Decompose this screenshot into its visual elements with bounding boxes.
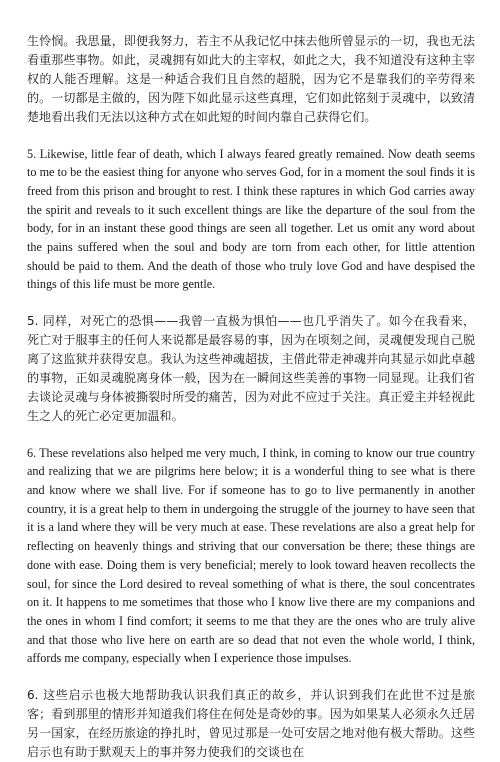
chinese-paragraph-intro: 生怜悯。我思量，即便我努力，若主不从我记忆中抹去他所曾显示的一切，我也无法看重那些事物。如此，灵魂拥有如此大的主宰权，如此之大，我不知道没有这种主宰权的人能否理解。这是一种适合我们且自然的超脱，因为它不是靠我们的辛劳得来的。一切都是主做的，因为陛下如此显示这些真理，它们如此铭刻于灵魂中，以致清楚地看出我们无法以这种方式在如此短的时间内靠自己获得它们。 bbox=[27, 34, 475, 124]
english-paragraph-5: 5. Likewise, little fear of death, which I always feared greatly remained. Now death seems to me to be the easiest thing for anyone who serves God, for in a moment the soul finds it is freed from this prison and brought to rest. I think these raptures in which God carries away the spirit and reveals to it such excellent things are like the departure of the soul from the body, for in an instant these good things are seen all together. Let us omit any word about the pains suffered when the soul and body are torn from each other, for little attention should be paid to them. And the death of those who truly love God and have despised the things of this life must be more gentle. bbox=[27, 146, 475, 292]
chinese-paragraph-6: 6. 这些启示也极大地帮助我认识我们真正的故乡，并认识到我们在此世不过是旅客；看到那里的情形并知道我们将住在何处是奇妙的事。因为如果某人必须永久迁居另一国家，在经历旅途的挣扎时，曾见过那是一处可安居之地对他有极大帮助。这些启示也有助于默观天上的事并努力使我们的交谈也在 bbox=[27, 688, 475, 759]
chinese-paragraph-5: 5. 同样，对死亡的恐惧——我曾一直极为惧怕——也几乎消失了。如今在我看来，死亡对于服事主的任何人来说都是最容易的事，因为在顷刻之间，灵魂便发现自己脱离了这监狱并获得安息。我认为这些神魂超拔，主借此带走神魂并向其显示如此卓越的事物，正如灵魂脱离身体一般，因为在一瞬间这些美善的事物一同显现。让我们省去谈论灵魂与身体被撕裂时所受的痛苦，因为对此不应过于关注。真正爱主并轻视此生之人的死亡必定更加温和。 bbox=[27, 314, 475, 423]
english-paragraph-6: 6. These revelations also helped me very much, I think, in coming to know our true country and realizing that we are pilgrims here below; it is a wonderful thing to see what is there and know where we shall live. For if someone has to go to live permanently in another country, it is a great help to them in undergoing the struggle of the journey to have seen that it is a land where they will be very much at ease. These revelations are also a great help for reflecting on heavenly things and striving that our conversation be there; these things are done with ease. Doing them is very beneficial; merely to look toward heaven recollects the soul, for since the Lord desired to reveal something of what is there, the soul concentrates on it. It happens to me sometimes that those who I know live there are my companions and the ones in whom I find comfort; it seems to me that they are the ones who are truly alive and that those who live here on earth are so dead that not even the whole world, I think, affords me company, especially when I experience those impulses. bbox=[27, 445, 475, 666]
